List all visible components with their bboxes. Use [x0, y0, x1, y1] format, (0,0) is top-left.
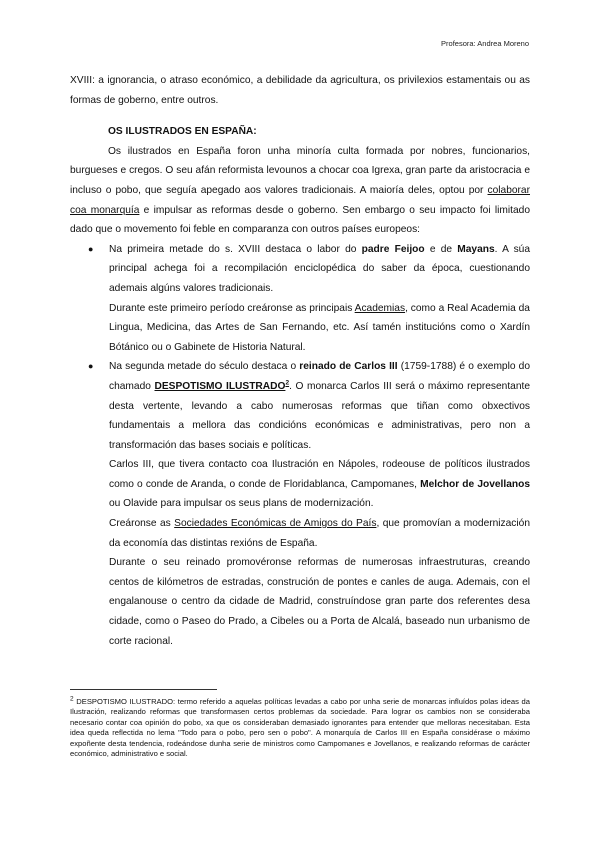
section-text-1: Os ilustrados en España foron unha minoría culta formada por nobres, funcionarios, burgueses e cregos. O seu afán reformista levounos a chocar coa Igrexa, gran parte da aristocracia e incluso o pobo, que seguía apegado aos valores tradicionais. A maioría deles, optou por [70, 145, 530, 196]
footnote-reference[interactable]: 2 [285, 379, 290, 387]
underlined-term-sociedades: Sociedades Económicas de Amigos do País [174, 518, 377, 530]
bold-term-despotismo: DESPOTISMO ILUSTRADO [154, 380, 286, 392]
bullet1-paragraph-1 [109, 240, 530, 299]
document-body [70, 71, 530, 651]
bullet-icon: ● [88, 243, 94, 254]
text-span: e de [424, 243, 458, 255]
text-span: . O monarca Carlos III será o máximo representante desta vertente, levando a cabo numerosas reformas que tiñan como obxectivos fundamentais a mellora das condicións económicas e administrativas, pero non a transformación das bases sociais e políticas. [109, 380, 530, 451]
bullet-list [70, 240, 530, 651]
footnote-separator [70, 689, 217, 690]
bullet2-paragraph-3 [109, 514, 530, 553]
text-span: Durante este primeiro período creáronse as principais [109, 302, 355, 314]
text-span: (1759-1788) é o exemplo do chamado [109, 361, 531, 392]
underlined-term-academias: Academias [354, 302, 406, 314]
bold-term-jovellanos: Melchor de Jovellanos [420, 478, 530, 490]
text-span: ou Olavide para impulsar os seus plans de modernización. [109, 498, 374, 510]
footnote-number: 2 [70, 695, 74, 703]
text-span: Creáronse as [109, 518, 175, 530]
bullet2-paragraph-2 [109, 455, 530, 514]
intro-paragraph: XVIII: a ignorancia, o atraso económico, a debilidade da agricultura, os privilexios estamentais ou as formas de goberno, entre outros. [70, 75, 530, 106]
text-span: Na primeira metade do s. XVIII destaca o labor do [109, 243, 362, 255]
footnote-text: DESPOTISMO ILUSTRADO: termo referido a aquelas políticas levadas a cabo por unha serie de monarcas influídos polas ideas da Ilustración, realizando reformas que transformasen certos problemas da sociedade. Para lograr os cambios non se consideraba necesario contar coa opinión do pobo, xa que os consideraban demasiado ignorantes para entender que melloras necesitaban. Esta idea queda reflectida no lema "Todo para o pobo, pero sen o pobo". A monarquía de Carlos III en España considérase o máximo expoñente desta tendencia, rodeándose dunha serie de ministros como Campomanes e Jovellanos, e realizando reformas de carácter económico, administrativo e social. [70, 697, 530, 759]
text-span: . A súa principal achega foi a recompilación enciclopédica do saber da época, cuestionando ademais algúns valores tradicionais. [109, 243, 530, 294]
text-span: , que promovían a modernización da economía das distintas rexións de España. [109, 518, 531, 549]
text-span: , como a Real Academia da Lingua, Medicina, das Artes de San Fernando, etc. Así tamén institucións como o Xardín Bótánico ou o Gabinete de Historia Natural. [109, 302, 530, 353]
bullet-icon: ● [88, 361, 94, 372]
text-span: Carlos III, que tivera contacto coa Ilustración en Nápoles, rodeouse de políticos ilustrados como o conde de Aranda, o conde de Floridablanca, Campomanes, [109, 459, 530, 490]
bullet2-paragraph-1 [109, 357, 530, 455]
bullet1-paragraph-2 [109, 299, 530, 358]
bullet-item-first-half [70, 240, 530, 358]
section-text-2: e impulsar as reformas desde o goberno. Sen embargo o seu impacto foi limitado dado que o movemento foi feble en comparanza con outros países europeos: [70, 204, 530, 236]
bullet-item-second-half [70, 357, 530, 651]
text-span: Na segunda metade do século destaca o [109, 361, 300, 373]
bold-term-mayans: Mayans [457, 243, 495, 255]
underlined-term-monarquia: colaborar coa monarquía [70, 184, 530, 216]
bold-term-feijoo: padre Feijoo [361, 243, 425, 255]
page-header: Profesora: Andrea Moreno [441, 39, 529, 48]
section-paragraph [70, 142, 530, 240]
footnote [70, 697, 530, 759]
bold-term-carlos-iii: reinado de Carlos III [299, 361, 398, 373]
bullet2-paragraph-4: Durante o seu reinado promovéronse reformas de numerosas infraestruturas, creando centos de kilómetros de estradas, construción de pontes e canles de auga. Ademais, con el engalanouse o centro da cidade de Madrid, construíndose gran parte dos referentes desa cidade, como o Paseo do Prado, a Cibeles ou a Porta de Alcalá, baseado nun urbanismo de corte racional. [109, 557, 530, 647]
section-heading: OS ILUSTRADOS EN ESPAÑA: [108, 126, 257, 138]
